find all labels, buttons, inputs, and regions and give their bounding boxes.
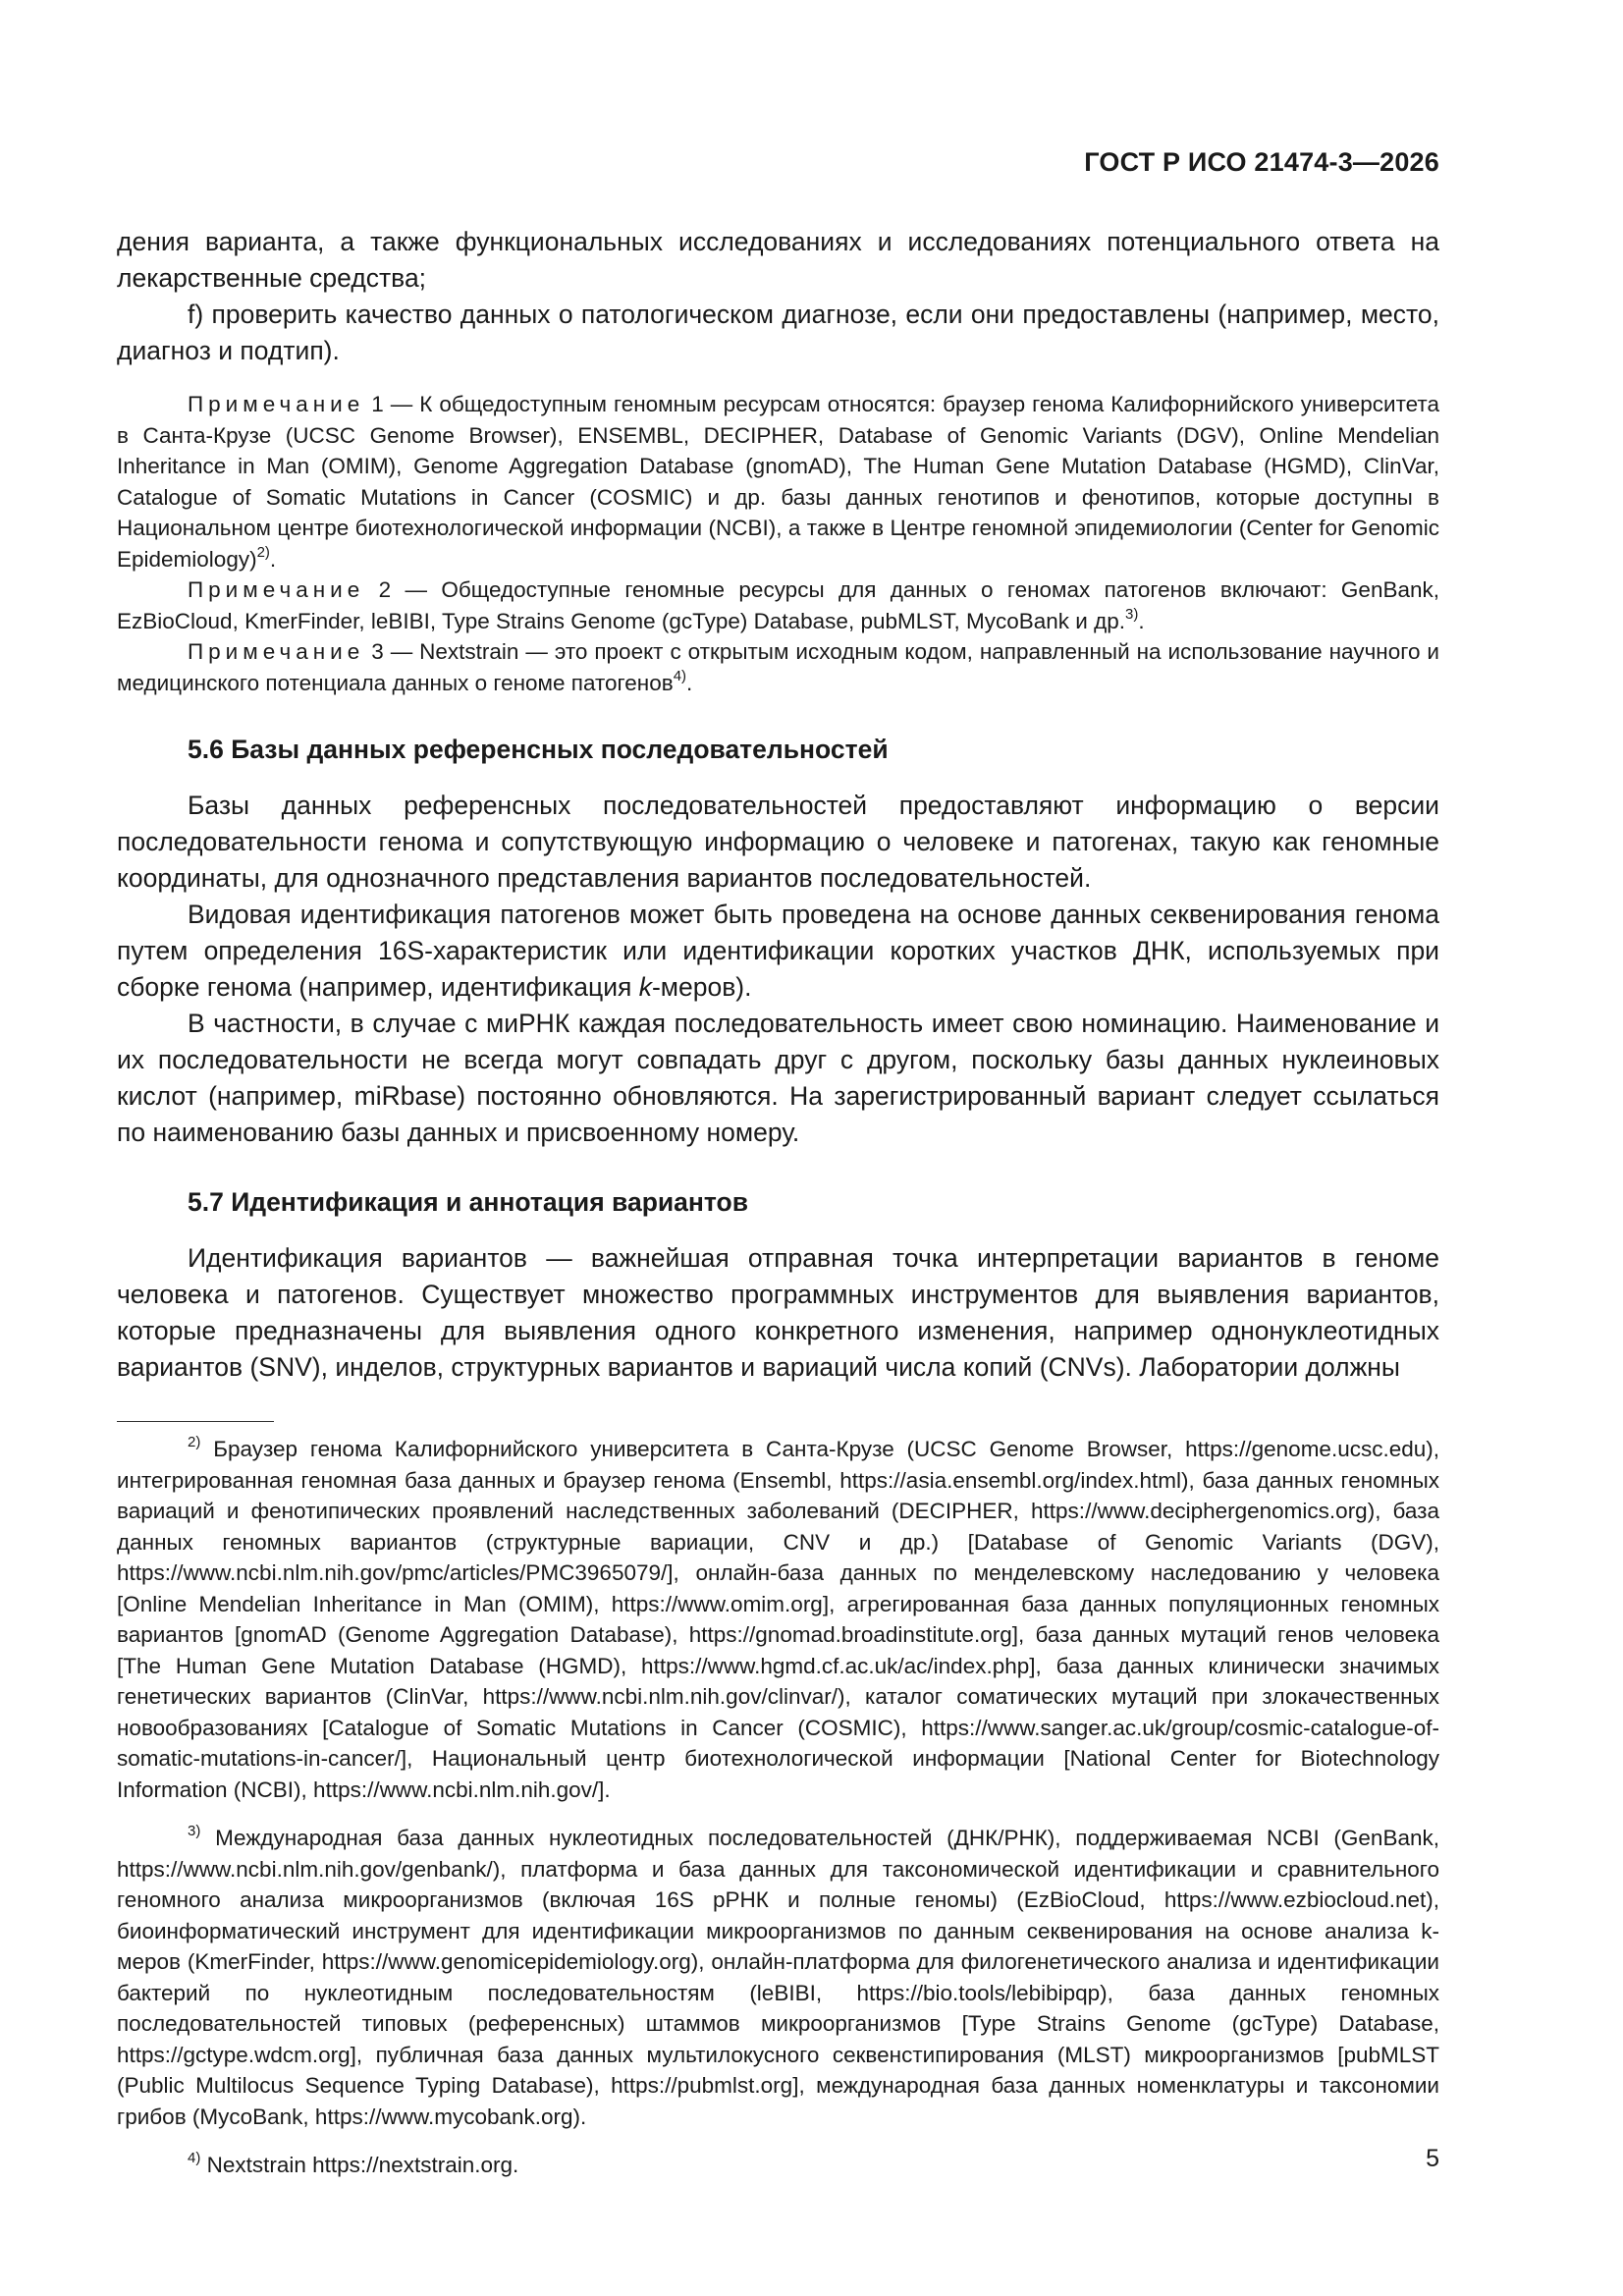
footnote-ref[interactable]: 4) bbox=[673, 667, 687, 684]
footnote-3 bbox=[117, 1823, 1439, 2132]
note-text: — Общедоступные геномные ресурсы для данных о геномах патогенов включают: GenBank, EzBioCloud, KmerFinder, leBIBI, Type Strains Genome (gcType) Database, pubMLST, MycoBank и др. bbox=[117, 577, 1439, 633]
note-label: Примечание bbox=[188, 577, 365, 602]
footnote-separator bbox=[117, 1421, 274, 1422]
footnote-mark: 2) bbox=[188, 1434, 201, 1450]
text-run: -меров). bbox=[651, 972, 752, 1002]
section-5-7-paragraph-1: Идентификация вариантов — важнейшая отправная точка интерпретации вариантов в геноме человека и патогенов. Существует множество программных инструментов для выявления вариантов, которые предназначены для выявления одного конкретного изменения, например однонуклеотидных вариантов (SNV), инделов, структурных вариантов и вариаций числа копий (CNVs). Лаборатории должны bbox=[117, 1243, 1439, 1382]
footnote-2 bbox=[117, 1434, 1439, 1805]
note-number: 2 bbox=[378, 577, 392, 602]
note-end: . bbox=[1138, 608, 1145, 633]
section-heading-5-6: 5.6 Базы данных референсных последовательностей bbox=[188, 735, 889, 764]
note-label: Примечание bbox=[188, 639, 365, 664]
footnote-4 bbox=[117, 2150, 1439, 2181]
document-header: ГОСТ Р ИСО 21474-3—2026 bbox=[1084, 147, 1439, 177]
section-heading-5-7: 5.7 Идентификация и аннотация вариантов bbox=[188, 1187, 749, 1217]
note-label: Примечание bbox=[188, 392, 365, 416]
footnote-mark: 4) bbox=[188, 2150, 201, 2166]
note-text: — К общедоступным геномным ресурсам относятся: браузер генома Калифорнийского университета в Санта-Крузе (UCSC Genome Browser), ENSEMBL, DECIPHER, Database of Genomic Variants (DGV), Online Mendelian Inheritance in Man (OMIM), Genome Aggregation Database (gnomAD), The Human Gene Mutation Database (HGMD), ClinVar, Catalogue of Somatic Mutations in Cancer (COSMIC) и др. базы данных генотипов и фенотипов, которые доступны в Национальном центре биотехнологической информации (NCBI), а также в Центре геномной эпидемиологии (Center for Genomic Epidemiology) bbox=[117, 392, 1439, 572]
note-3 bbox=[117, 636, 1439, 698]
footnote-text: Nextstrain https://nextstrain.org. bbox=[206, 2153, 519, 2177]
paragraph-continued: дения варианта, а также функциональных исследованиях и исследованиях потенциального ответа на лекарственные средства; bbox=[117, 227, 1439, 293]
note-2 bbox=[117, 574, 1439, 636]
notes-block bbox=[117, 389, 1439, 698]
footnote-text: Браузер генома Калифорнийского университета в Санта-Крузе (UCSC Genome Browser, https://genome.ucsc.edu), интегрированная геномная база данных и браузер генома (Ensembl, https://asia.ensembl.org/index.html), база данных геномных вариаций и фенотипических проявлений наследственных заболеваний (DECIPHER, https://www.deciphergenomics.org), база данных геномных вариантов (структурные вариации, CNV и др.) [Database of Genomic Variants (DGV), https://www.ncbi.nlm.nih.gov/pmc/articles/PMC3965079/], онлайн-база данных по менделевскому наследованию у человека [Online Mendelian Inheritance in Man (OMIM), https://www.omim.org], агрегированная база данных популяционных геномных вариантов [gnomAD (Genome Aggregation Database), https://gnomad.broadinstitute.org], база данных мутаций генов человека [The Human Gene Mutation Database (HGMD), https://www.hgmd.cf.ac.uk/ac/index.php], база данных клинически значимых генетических вариантов (ClinVar, https://www.ncbi.nlm.nih.gov/clinvar/), каталог соматических мутаций при злокачественных новообразованиях [Catalogue of Somatic Mutations in Cancer (COSMIC), https://www.sanger.ac.uk/group/cosmic-catalogue-of-somatic-mutations-in-cancer/], Национальный центр биотехнологической информации [National Center for Biotechnology Information (NCBI), https://www.ncbi.nlm.nih.gov/]. bbox=[117, 1437, 1439, 1802]
note-text: — Nextstrain — это проект с открытым исходным кодом, направленный на использование научного и медицинского потенциала данных о геноме патогенов bbox=[117, 639, 1439, 695]
note-end: . bbox=[269, 546, 277, 572]
footnote-ref[interactable]: 2) bbox=[256, 543, 270, 561]
section-5-6-paragraph-3: В частности, в случае с миРНК каждая последовательность имеет свою номинацию. Наименование и их последовательности не всегда могут совпадать друг с другом, поскольку базы данных нуклеиновых кислот (например, miRbase) постоянно обновляются. На зарегистрированный вариант следует ссылаться по наименованию базы данных и присвоенному номеру. bbox=[117, 1009, 1439, 1147]
note-number: 3 bbox=[371, 639, 384, 664]
text-run: Видовая идентификация патогенов может быть проведена на основе данных секвенирования генома путем определения 16S-характеристик или идентификации коротких участков ДНК, используемых при сборке генома (например, идентификация bbox=[117, 900, 1439, 1002]
footnote-mark: 3) bbox=[188, 1823, 201, 1839]
footnotes bbox=[117, 1434, 1439, 2181]
section-5-6-paragraph-2 bbox=[117, 897, 1439, 1006]
note-end: . bbox=[686, 670, 693, 695]
section-5-6-paragraph-1: Базы данных референсных последовательностей предоставляют информацию о версии последовательности генома и сопутствующую информацию о человеке и патогенах, такую как геномные координаты, для однозначного представления вариантов последовательностей. bbox=[117, 791, 1439, 893]
list-item-f: f) проверить качество данных о патологическом диагнозе, если они предоставлены (например, место, диагноз и подтип). bbox=[117, 300, 1439, 365]
footnote-text: Международная база данных нуклеотидных последовательностей (ДНК/РНК), поддерживаемая NCBI (GenBank, https://www.ncbi.nlm.nih.gov/genbank/), платформа и база данных для таксономической идентификации и сравнительного геномного анализа микроорганизмов (включая 16S рРНК и полные геномы) (EzBioCloud, https://www.ezbiocloud.net), биоинформатический инструмент для идентификации микроорганизмов по данным секвенирования на основе анализа k-меров (KmerFinder, https://www.genomicepidemiology.org), онлайн-платформа для филогенетического анализа и идентификации бактерий по нуклеотидным последовательностям (leBIBI, https://bio.tools/lebibipqp), база данных геномных последовательностей типовых (референсных) штаммов микроорганизмов [Type Strains Genome (gcType) Database, https://gctype.wdcm.org], публичная база данных мультилокусного секвенстипирования (MLST) микроорганизмов [pubMLST (Public Multilocus Sequence Typing Database), https://pubmlst.org], международная база данных номенклатуры и таксономии грибов (MycoBank, https://www.mycobank.org). bbox=[117, 1826, 1439, 2129]
page-number: 5 bbox=[1426, 2145, 1439, 2172]
italic-k: k bbox=[638, 972, 652, 1002]
footnote-ref[interactable]: 3) bbox=[1125, 605, 1139, 623]
note-number: 1 bbox=[371, 392, 384, 416]
page-content bbox=[117, 224, 1439, 2181]
note-1 bbox=[117, 389, 1439, 574]
